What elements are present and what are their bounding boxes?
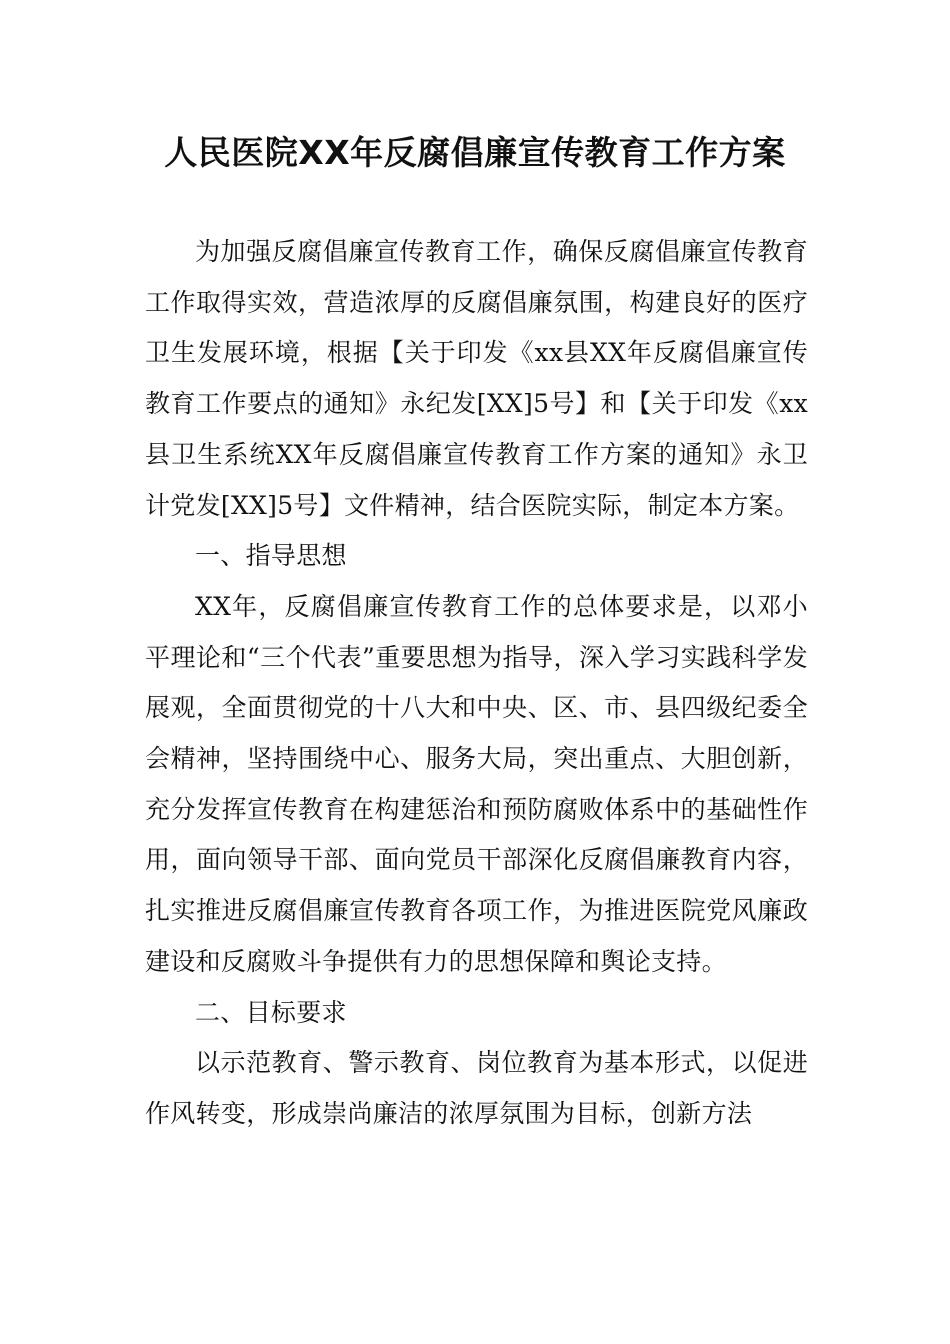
document-title: 人民医院XX年反腐倡廉宣传教育工作方案	[164, 133, 786, 172]
guiding-thought-paragraph: XX年，反腐倡廉宣传教育工作的总体要求是，以邓小平理论和“三个代表”重要思想为指导，深入学习实践科学发展观，全面贯彻党的十八大和中央、区、市、县四级纪委全会精神，坚持围绕中心、服务大局，突出重点、大胆创新，充分发挥宣传教育在构建惩治和预防腐败体系中的基础性作用，面向领导干部、面向党员干部深化反腐倡廉教育内容，扎实推进反腐倡廉宣传教育各项工作，为推进医院党风廉政建设和反腐败斗争提供有力的思想保障和舆论支持。	[145, 591, 808, 976]
intro-paragraph: 为加强反腐倡廉宣传教育工作，确保反腐倡廉宣传教育工作取得实效，营造浓厚的反腐倡廉氛围，构建良好的医疗卫生发展环境，根据【关于印发《xx县XX年反腐倡廉宣传教育工作要点的通知》永纪发[XX]5号】和【关于印发《xx县卫生系统XX年反腐倡廉宣传教育工作方案的通知》永卫计党发[XX]5号】文件精神，结合医院实际，制定本方案。	[145, 237, 808, 520]
section-heading-goals: 二、目标要求	[195, 997, 347, 1027]
document-body	[145, 227, 808, 1140]
goals-paragraph: 以示范教育、警示教育、岗位教育为基本形式，以促进作风转变，形成崇尚廉洁的浓厚氛围为目标，创新方法	[145, 1048, 808, 1128]
section-heading-guiding-thought: 一、指导思想	[195, 541, 347, 571]
